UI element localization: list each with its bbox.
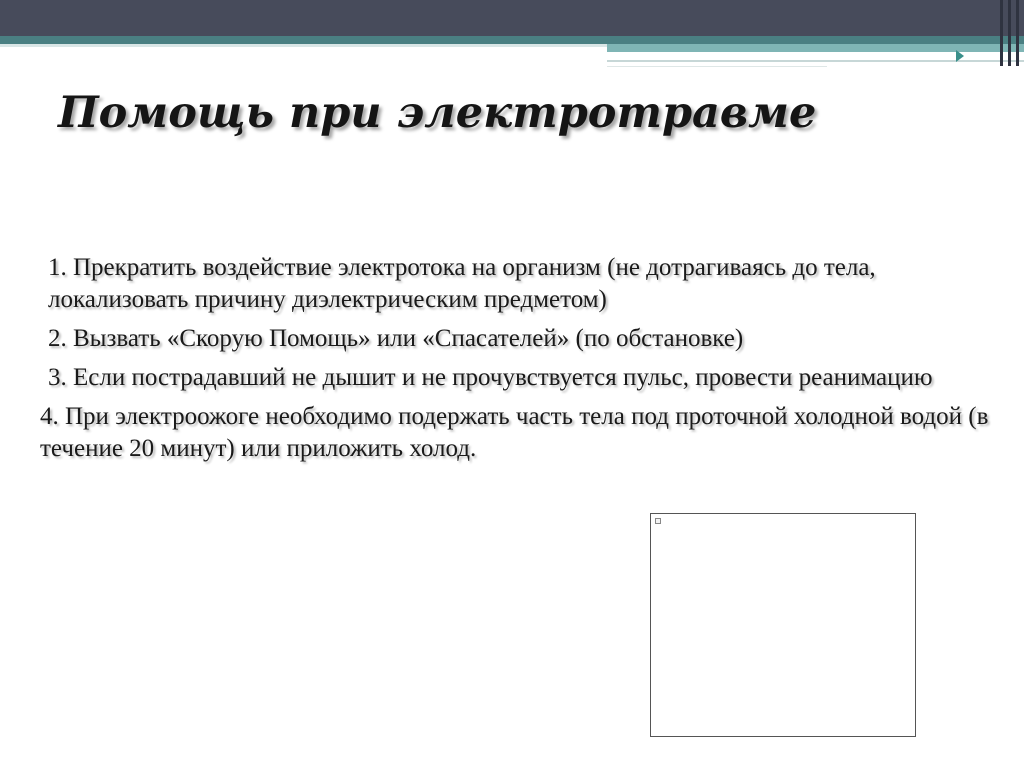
list-item: 4. При электроожоге необходимо подержать часть тела под проточной холодной водой (в течение 20 минут) или приложить холод.	[40, 403, 989, 462]
accent-stripe-thin	[0, 44, 607, 47]
decor-line	[607, 66, 827, 67]
decor-edge	[1016, 0, 1019, 66]
list-item: 3. Если пострадавший не дышит и не прочувствуется пульс, провести реанимацию	[48, 364, 933, 391]
list-item: 2. Вызвать «Скорую Помощь» или «Спасателей» (по обстановке)	[48, 325, 744, 352]
decor-edge	[1000, 0, 1003, 66]
arrow-icon	[956, 50, 964, 62]
accent-stripe	[0, 36, 1024, 44]
slide-title: Помощь при электротравме	[58, 88, 817, 138]
image-placeholder	[650, 513, 916, 737]
top-bar	[0, 0, 1024, 36]
list-item: 1. Прекратить воздействие электротока на организм (не дотрагиваясь до тела, локализовать причину диэлектрическим предметом)	[48, 254, 876, 313]
broken-image-icon	[655, 518, 661, 524]
decor-edge	[1008, 0, 1011, 66]
slide-body	[40, 252, 1000, 472]
